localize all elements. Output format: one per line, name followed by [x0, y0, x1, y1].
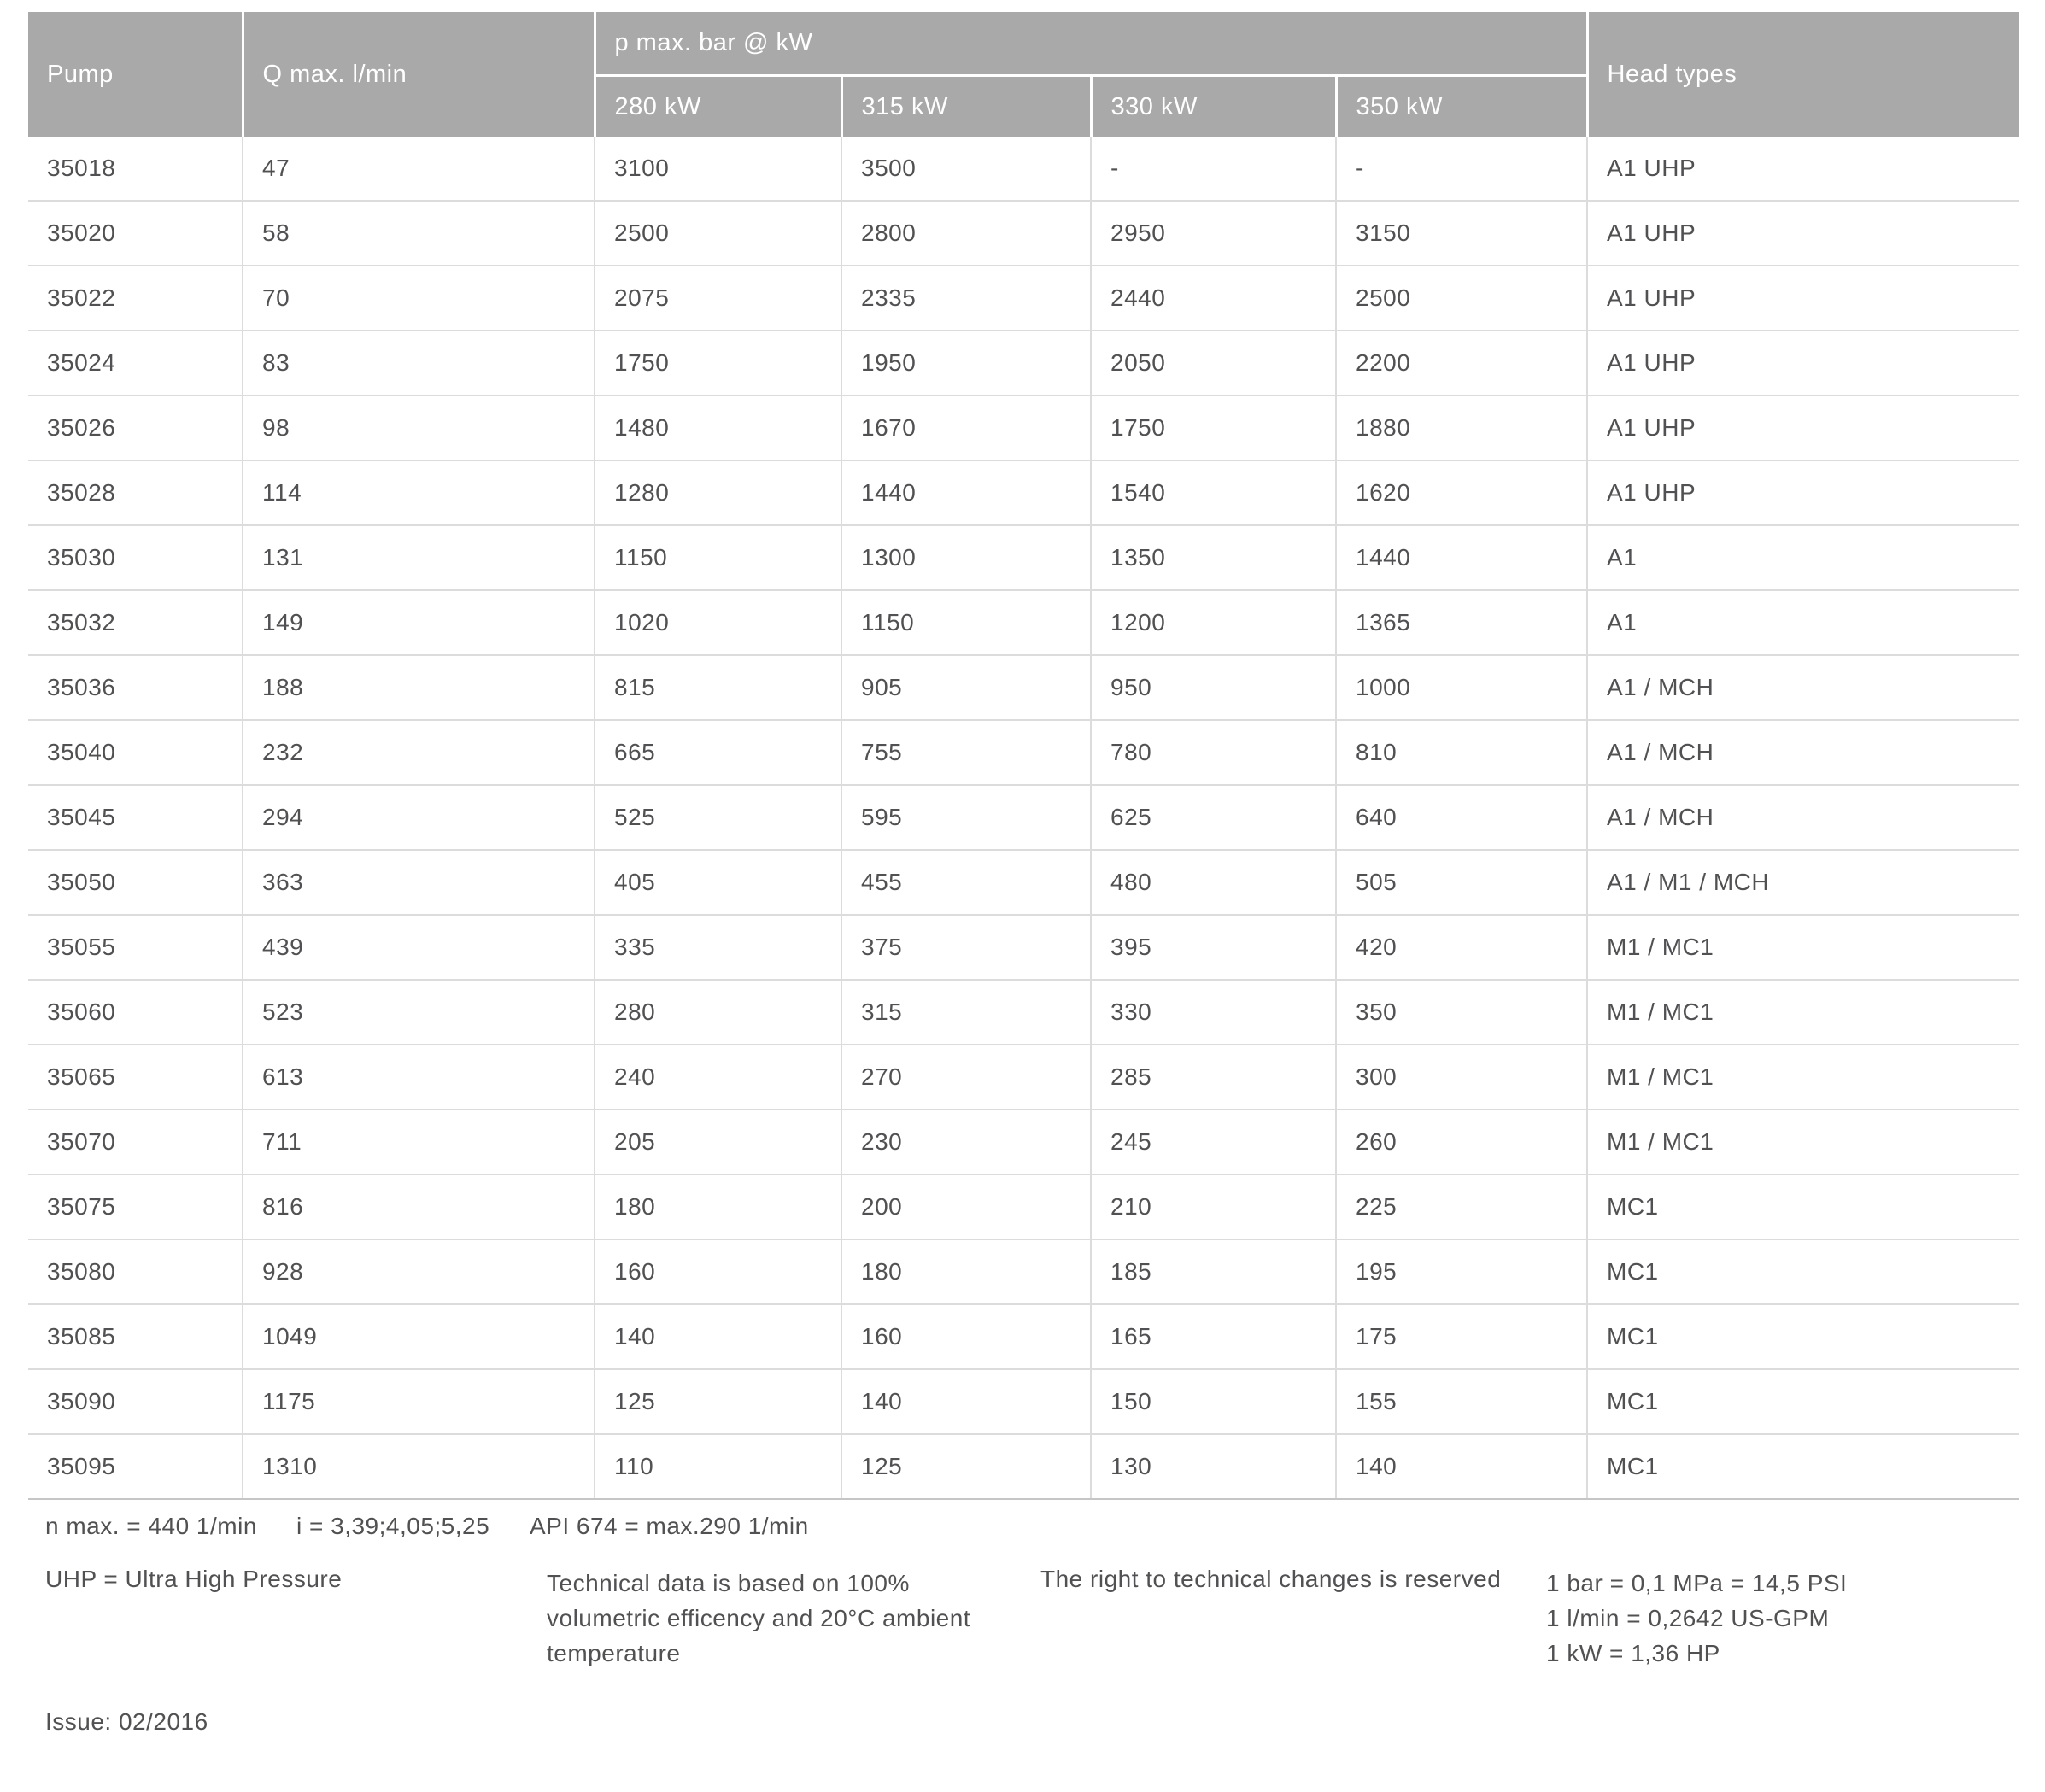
- head-types-cell: A1 / MCH: [1587, 785, 2019, 850]
- pump-cell: 35050: [28, 850, 243, 915]
- p330kw-cell: 625: [1091, 785, 1336, 850]
- table-row: [28, 785, 2019, 850]
- header-head-types: Head types: [1587, 12, 2019, 137]
- p280kw-cell: 1750: [595, 331, 841, 395]
- p315kw-cell: 455: [841, 850, 1091, 915]
- p280kw-cell: 2075: [595, 266, 841, 331]
- table-row: [28, 1239, 2019, 1304]
- p280kw-cell: 3100: [595, 137, 841, 201]
- table-header: [28, 12, 2019, 137]
- pump-cell: 35030: [28, 525, 243, 590]
- table-row: [28, 1434, 2019, 1499]
- pump-cell: 35080: [28, 1239, 243, 1304]
- technical-basis-line-1: Technical data is based on 100%: [547, 1570, 910, 1596]
- p350kw-cell: 1365: [1336, 590, 1587, 655]
- p315kw-cell: 230: [841, 1110, 1091, 1174]
- p350kw-cell: 175: [1336, 1304, 1587, 1369]
- p330kw-cell: 2440: [1091, 266, 1336, 331]
- p280kw-cell: 1150: [595, 525, 841, 590]
- p330kw-cell: 1750: [1091, 395, 1336, 460]
- qmax-cell: 188: [243, 655, 595, 720]
- p350kw-cell: 225: [1336, 1174, 1587, 1239]
- qmax-cell: 232: [243, 720, 595, 785]
- qmax-cell: 47: [243, 137, 595, 201]
- p280kw-cell: 110: [595, 1434, 841, 1499]
- head-types-cell: A1 / M1 / MCH: [1587, 850, 2019, 915]
- p330kw-cell: 285: [1091, 1045, 1336, 1110]
- p280kw-cell: 405: [595, 850, 841, 915]
- head-types-cell: M1 / MC1: [1587, 1045, 2019, 1110]
- table-row: [28, 915, 2019, 980]
- table-row: [28, 266, 2019, 331]
- p330kw-cell: 1200: [1091, 590, 1336, 655]
- p280kw-cell: 205: [595, 1110, 841, 1174]
- pump-cell: 35018: [28, 137, 243, 201]
- head-types-cell: MC1: [1587, 1434, 2019, 1499]
- pump-cell: 35070: [28, 1110, 243, 1174]
- p330kw-cell: 150: [1091, 1369, 1336, 1434]
- pump-cell: 35028: [28, 460, 243, 525]
- p330kw-cell: 780: [1091, 720, 1336, 785]
- p280kw-cell: 2500: [595, 201, 841, 266]
- p330kw-cell: 950: [1091, 655, 1336, 720]
- header-330kw: 330 kW: [1091, 76, 1336, 138]
- p315kw-cell: 270: [841, 1045, 1091, 1110]
- head-types-cell: A1: [1587, 525, 2019, 590]
- pump-cell: 35020: [28, 201, 243, 266]
- p350kw-cell: 640: [1336, 785, 1587, 850]
- table-row: [28, 655, 2019, 720]
- p280kw-cell: 665: [595, 720, 841, 785]
- p350kw-cell: 140: [1336, 1434, 1587, 1499]
- conversion-bar-psi: 1 bar = 0,1 MPa = 14,5 PSI: [1546, 1570, 1848, 1596]
- p350kw-cell: 300: [1336, 1045, 1587, 1110]
- p330kw-cell: -: [1091, 137, 1336, 201]
- table-row: [28, 331, 2019, 395]
- p330kw-cell: 165: [1091, 1304, 1336, 1369]
- pump-cell: 35022: [28, 266, 243, 331]
- table-row: [28, 1304, 2019, 1369]
- p350kw-cell: 505: [1336, 850, 1587, 915]
- header-350kw: 350 kW: [1336, 76, 1587, 138]
- head-types-cell: M1 / MC1: [1587, 915, 2019, 980]
- qmax-cell: 58: [243, 201, 595, 266]
- table-row: [28, 137, 2019, 201]
- p350kw-cell: 2200: [1336, 331, 1587, 395]
- head-types-cell: A1: [1587, 590, 2019, 655]
- p330kw-cell: 245: [1091, 1110, 1336, 1174]
- table-row: [28, 850, 2019, 915]
- pump-cell: 35055: [28, 915, 243, 980]
- p315kw-cell: 160: [841, 1304, 1091, 1369]
- qmax-cell: 70: [243, 266, 595, 331]
- head-types-cell: A1 UHP: [1587, 460, 2019, 525]
- header-row-main: [28, 12, 2019, 76]
- qmax-cell: 1310: [243, 1434, 595, 1499]
- p330kw-cell: 395: [1091, 915, 1336, 980]
- p350kw-cell: 195: [1336, 1239, 1587, 1304]
- qmax-cell: 439: [243, 915, 595, 980]
- p315kw-cell: 595: [841, 785, 1091, 850]
- p315kw-cell: 1300: [841, 525, 1091, 590]
- p315kw-cell: 180: [841, 1239, 1091, 1304]
- p280kw-cell: 160: [595, 1239, 841, 1304]
- p280kw-cell: 280: [595, 980, 841, 1045]
- p280kw-cell: 125: [595, 1369, 841, 1434]
- p330kw-cell: 480: [1091, 850, 1336, 915]
- table-row: [28, 1110, 2019, 1174]
- p350kw-cell: 2500: [1336, 266, 1587, 331]
- pump-cell: 35024: [28, 331, 243, 395]
- qmax-cell: 1175: [243, 1369, 595, 1434]
- p315kw-cell: 1150: [841, 590, 1091, 655]
- footnote-rights-reserved: The right to technical changes is reserved: [1040, 1566, 1502, 1592]
- table-row: [28, 525, 2019, 590]
- table-row: [28, 1174, 2019, 1239]
- head-types-cell: A1 / MCH: [1587, 720, 2019, 785]
- qmax-cell: 816: [243, 1174, 595, 1239]
- qmax-cell: 363: [243, 850, 595, 915]
- p330kw-cell: 2950: [1091, 201, 1336, 266]
- footnote-unit-conversions: [1546, 1566, 1847, 1671]
- p315kw-cell: 1950: [841, 331, 1091, 395]
- qmax-cell: 131: [243, 525, 595, 590]
- head-types-cell: M1 / MC1: [1587, 1110, 2019, 1174]
- pump-cell: 35032: [28, 590, 243, 655]
- qmax-cell: 83: [243, 331, 595, 395]
- p315kw-cell: 2800: [841, 201, 1091, 266]
- p280kw-cell: 815: [595, 655, 841, 720]
- table-row: [28, 201, 2019, 266]
- conversion-lmin-gpm: 1 l/min = 0,2642 US-GPM: [1546, 1605, 1830, 1631]
- footnote-gear-ratio: i = 3,39;4,05;5,25: [296, 1513, 490, 1539]
- head-types-cell: M1 / MC1: [1587, 980, 2019, 1045]
- p280kw-cell: 335: [595, 915, 841, 980]
- p315kw-cell: 1670: [841, 395, 1091, 460]
- head-types-cell: A1 UHP: [1587, 395, 2019, 460]
- p315kw-cell: 375: [841, 915, 1091, 980]
- technical-basis-line-2: volumetric efficency and 20°C ambient: [547, 1605, 971, 1631]
- table-body: [28, 137, 2019, 1499]
- table-row: [28, 980, 2019, 1045]
- table-row: [28, 460, 2019, 525]
- p330kw-cell: 130: [1091, 1434, 1336, 1499]
- pump-cell: 35040: [28, 720, 243, 785]
- pump-spec-table: [28, 12, 2019, 1500]
- pump-cell: 35026: [28, 395, 243, 460]
- qmax-cell: 928: [243, 1239, 595, 1304]
- pump-cell: 35045: [28, 785, 243, 850]
- p315kw-cell: 1440: [841, 460, 1091, 525]
- table-row: [28, 720, 2019, 785]
- head-types-cell: A1 UHP: [1587, 201, 2019, 266]
- p330kw-cell: 2050: [1091, 331, 1336, 395]
- pump-cell: 35075: [28, 1174, 243, 1239]
- header-pmax-group: p max. bar @ kW: [595, 12, 1587, 76]
- p350kw-cell: 810: [1336, 720, 1587, 785]
- p350kw-cell: 3150: [1336, 201, 1587, 266]
- p280kw-cell: 140: [595, 1304, 841, 1369]
- footnote-api-674: API 674 = max.290 1/min: [530, 1513, 809, 1539]
- table-row: [28, 1369, 2019, 1434]
- p350kw-cell: 1440: [1336, 525, 1587, 590]
- p350kw-cell: 350: [1336, 980, 1587, 1045]
- p330kw-cell: 1350: [1091, 525, 1336, 590]
- qmax-cell: 613: [243, 1045, 595, 1110]
- p330kw-cell: 185: [1091, 1239, 1336, 1304]
- qmax-cell: 1049: [243, 1304, 595, 1369]
- p280kw-cell: 1280: [595, 460, 841, 525]
- table-row: [28, 1045, 2019, 1110]
- p330kw-cell: 210: [1091, 1174, 1336, 1239]
- p315kw-cell: 755: [841, 720, 1091, 785]
- pump-cell: 35095: [28, 1434, 243, 1499]
- head-types-cell: A1 / MCH: [1587, 655, 2019, 720]
- p280kw-cell: 1020: [595, 590, 841, 655]
- head-types-cell: A1 UHP: [1587, 266, 2019, 331]
- p350kw-cell: 420: [1336, 915, 1587, 980]
- p350kw-cell: 1880: [1336, 395, 1587, 460]
- p315kw-cell: 140: [841, 1369, 1091, 1434]
- head-types-cell: MC1: [1587, 1369, 2019, 1434]
- qmax-cell: 711: [243, 1110, 595, 1174]
- p315kw-cell: 905: [841, 655, 1091, 720]
- head-types-cell: MC1: [1587, 1174, 2019, 1239]
- qmax-cell: 294: [243, 785, 595, 850]
- header-pump: Pump: [28, 12, 243, 137]
- p350kw-cell: 260: [1336, 1110, 1587, 1174]
- p315kw-cell: 315: [841, 980, 1091, 1045]
- qmax-cell: 114: [243, 460, 595, 525]
- conversion-kw-hp: 1 kW = 1,36 HP: [1546, 1640, 1720, 1666]
- p280kw-cell: 525: [595, 785, 841, 850]
- p350kw-cell: -: [1336, 137, 1587, 201]
- qmax-cell: 98: [243, 395, 595, 460]
- table-row: [28, 590, 2019, 655]
- p280kw-cell: 180: [595, 1174, 841, 1239]
- head-types-cell: A1 UHP: [1587, 331, 2019, 395]
- issue-date: Issue: 02/2016: [45, 1708, 208, 1735]
- head-types-cell: MC1: [1587, 1239, 2019, 1304]
- pump-cell: 35036: [28, 655, 243, 720]
- footnote-technical-basis: [547, 1566, 970, 1671]
- pump-cell: 35065: [28, 1045, 243, 1110]
- p315kw-cell: 2335: [841, 266, 1091, 331]
- p330kw-cell: 1540: [1091, 460, 1336, 525]
- header-280kw: 280 kW: [595, 76, 841, 138]
- pump-cell: 35060: [28, 980, 243, 1045]
- qmax-cell: 149: [243, 590, 595, 655]
- qmax-cell: 523: [243, 980, 595, 1045]
- pump-cell: 35090: [28, 1369, 243, 1434]
- footnote-n-max: n max. = 440 1/min: [45, 1513, 257, 1539]
- p315kw-cell: 3500: [841, 137, 1091, 201]
- p330kw-cell: 330: [1091, 980, 1336, 1045]
- p350kw-cell: 1620: [1336, 460, 1587, 525]
- p315kw-cell: 200: [841, 1174, 1091, 1239]
- table-row: [28, 395, 2019, 460]
- header-qmax: Q max. l/min: [243, 12, 595, 137]
- footnote-uhp-legend: UHP = Ultra High Pressure: [45, 1566, 343, 1592]
- p315kw-cell: 125: [841, 1434, 1091, 1499]
- technical-basis-line-3: temperature: [547, 1640, 681, 1666]
- header-315kw: 315 kW: [841, 76, 1091, 138]
- head-types-cell: MC1: [1587, 1304, 2019, 1369]
- p280kw-cell: 1480: [595, 395, 841, 460]
- p350kw-cell: 1000: [1336, 655, 1587, 720]
- p280kw-cell: 240: [595, 1045, 841, 1110]
- head-types-cell: A1 UHP: [1587, 137, 2019, 201]
- p350kw-cell: 155: [1336, 1369, 1587, 1434]
- pump-cell: 35085: [28, 1304, 243, 1369]
